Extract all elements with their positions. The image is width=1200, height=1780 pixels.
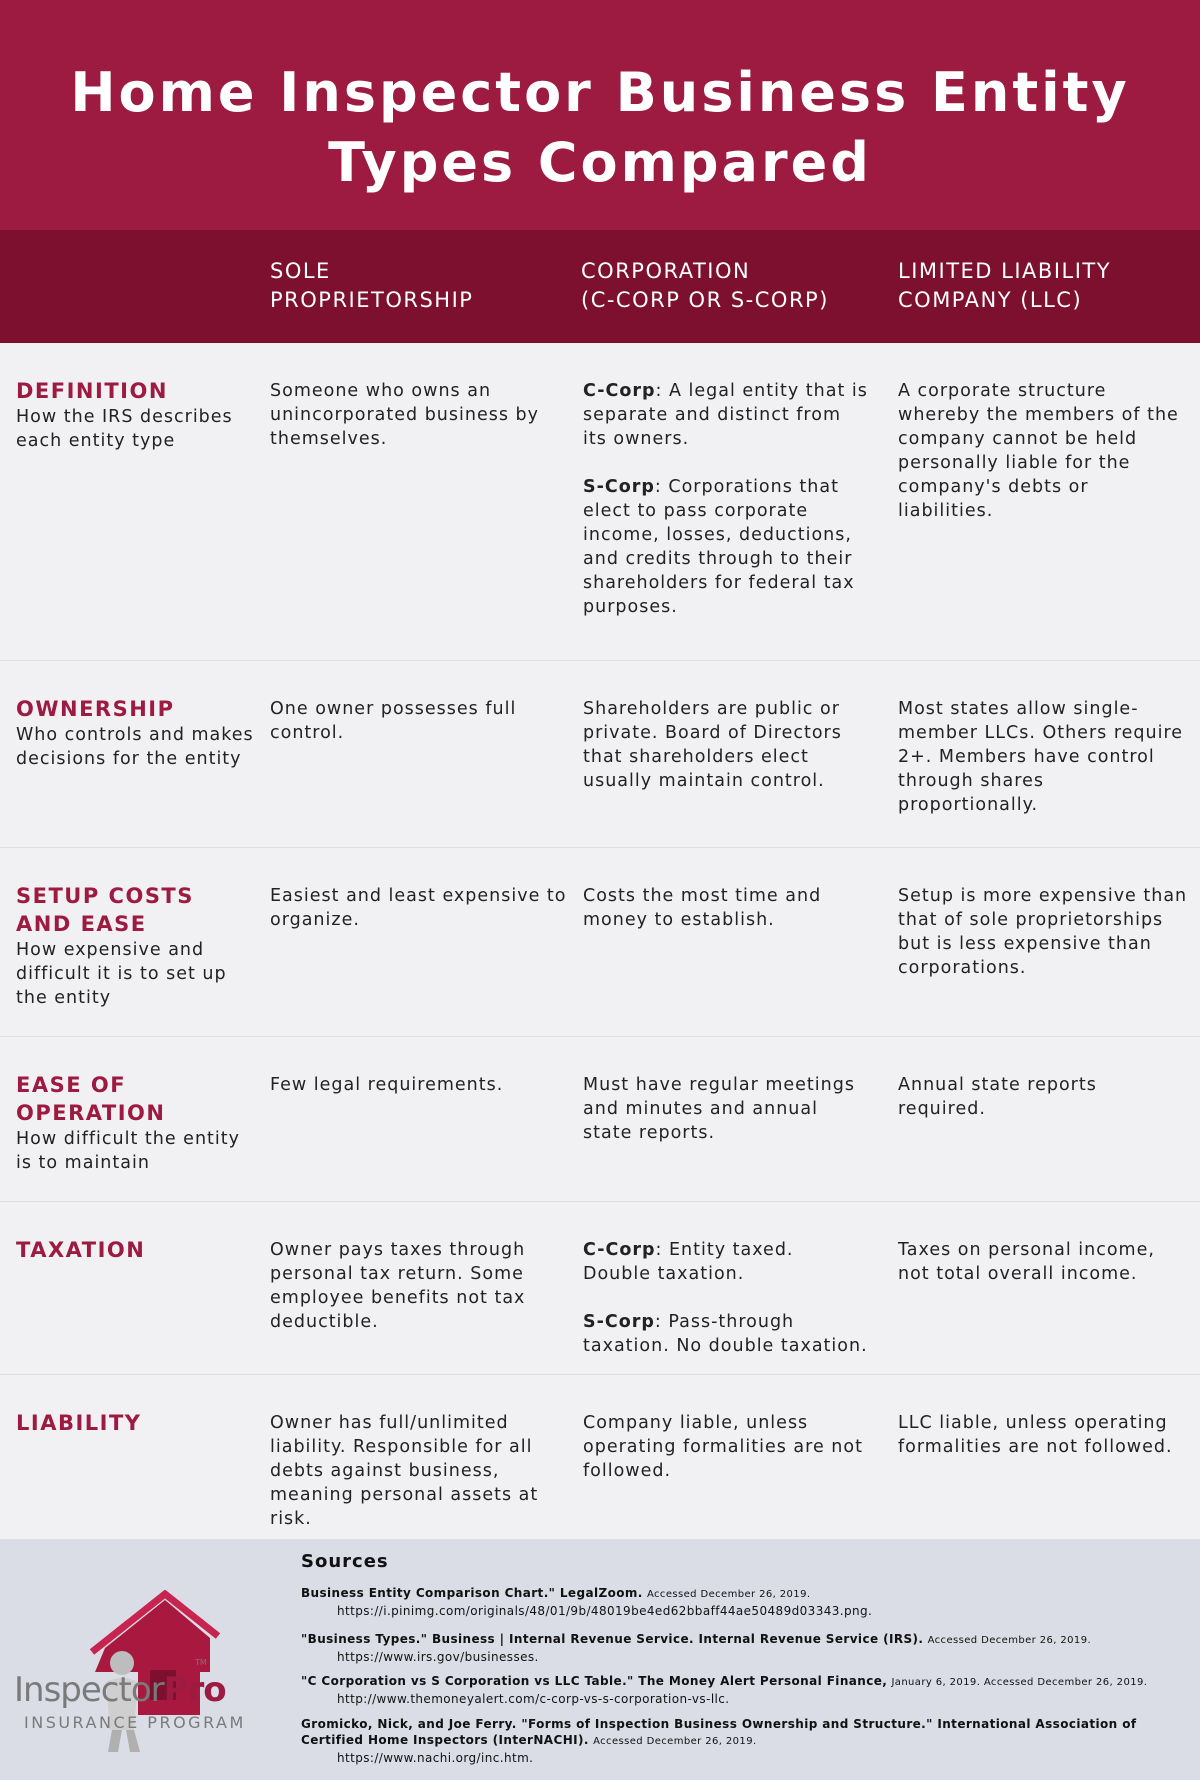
row-title: TAXATION bbox=[16, 1238, 146, 1262]
citation-date: Accessed December 26, 2019. bbox=[927, 1635, 1092, 1646]
cell-llc: Annual state reports required. bbox=[898, 1075, 1097, 1119]
cell-corporation bbox=[583, 1238, 868, 1358]
page-title: Home Inspector Business Entity Types Compared bbox=[70, 61, 1130, 194]
corporation-paragraph bbox=[583, 379, 868, 451]
cell-sole-proprietorship: One owner possesses full control. bbox=[270, 699, 517, 743]
row-category bbox=[16, 1409, 256, 1437]
citation-title: Gromicko, Nick, and Joe Ferry. "Forms of Inspection Business Ownership and Structure." International Association of Certified Home Inspectors (InterNACHI). bbox=[301, 1717, 1137, 1747]
cell-sole-proprietorship: Owner has full/unlimited liability. Responsible for all debts against business, meaning personal assets at risk. bbox=[270, 1413, 539, 1529]
corp-text: : Corporations that elect to pass corporate income, losses, deductions, and credits through to their shareholders for federal tax purposes. bbox=[583, 477, 855, 617]
corp-text: Company liable, unless operating formalities are not followed. bbox=[583, 1413, 863, 1481]
corp-text: : Entity taxed. Double taxation. bbox=[583, 1240, 794, 1284]
corporation-paragraph bbox=[583, 475, 868, 619]
table-row bbox=[0, 1375, 1200, 1540]
row-category bbox=[16, 695, 256, 771]
corp-text: Shareholders are public or private. Board of Directors that shareholders elect usually maintain control. bbox=[583, 699, 842, 791]
row-description: Who controls and makes decisions for the entity bbox=[16, 725, 254, 769]
corp-type-label: C-Corp bbox=[583, 381, 656, 401]
cell-llc: A corporate structure whereby the members of the company cannot be held personally liable for the company's debts or liabilities. bbox=[898, 381, 1179, 521]
row-category bbox=[16, 1071, 256, 1175]
corp-text: : A legal entity that is separate and distinct from its owners. bbox=[583, 381, 868, 449]
row-description: How the IRS describes each entity type bbox=[16, 407, 233, 451]
table-row bbox=[0, 848, 1200, 1037]
row-title: DEFINITION bbox=[16, 379, 168, 403]
corp-text: Must have regular meetings and minutes and annual state reports. bbox=[583, 1075, 855, 1143]
corporation-paragraph bbox=[583, 1073, 868, 1145]
corp-type-label: C-Corp bbox=[583, 1240, 656, 1260]
citation-url: http://www.themoneyalert.com/c-corp-vs-s-corporation-vs-llc. bbox=[337, 1692, 730, 1706]
citation-url: https://www.irs.gov/businesses. bbox=[337, 1650, 539, 1664]
source-citation bbox=[301, 1673, 1181, 1707]
cell-sole-proprietorship: Someone who owns an unincorporated business by themselves. bbox=[270, 381, 539, 449]
row-category bbox=[16, 1236, 256, 1264]
corporation-paragraph bbox=[583, 884, 868, 932]
cell-sole-proprietorship: Owner pays taxes through personal tax return. Some employee benefits not tax deductible. bbox=[270, 1240, 526, 1332]
source-citation bbox=[301, 1585, 1181, 1619]
table-row bbox=[0, 661, 1200, 848]
corporation-paragraph bbox=[583, 1310, 868, 1358]
column-header-sole-proprietorship: SOLE PROPRIETORSHIP bbox=[270, 259, 474, 312]
citation-title: Business Entity Comparison Chart." LegalZoom. bbox=[301, 1586, 643, 1600]
corporation-paragraph bbox=[583, 697, 868, 793]
citation-title: "Business Types." Business | Internal Revenue Service. Internal Revenue Service (IRS). bbox=[301, 1632, 924, 1646]
row-description: How difficult the entity is to maintain bbox=[16, 1129, 240, 1173]
citation-date: Accessed December 26, 2019. bbox=[646, 1589, 811, 1600]
corporation-paragraph bbox=[583, 1238, 868, 1286]
citation-url: https://www.nachi.org/inc.htm. bbox=[337, 1751, 534, 1765]
source-citation bbox=[301, 1716, 1181, 1766]
sources-heading: Sources bbox=[301, 1551, 389, 1572]
source-citation bbox=[301, 1631, 1181, 1665]
cell-corporation bbox=[583, 379, 868, 619]
corp-type-label: S-Corp bbox=[583, 1312, 655, 1332]
row-category bbox=[16, 377, 256, 453]
cell-llc: LLC liable, unless operating formalities are not followed. bbox=[898, 1413, 1173, 1457]
cell-llc: Setup is more expensive than that of sole proprietorships but is less expensive than corporations. bbox=[898, 886, 1188, 978]
citation-date: Accessed December 26, 2019. bbox=[593, 1736, 757, 1747]
corp-text: : Pass-through taxation. No double taxation. bbox=[583, 1312, 868, 1356]
citation-title: "C Corporation vs S Corporation vs LLC Table." The Money Alert Personal Finance, bbox=[301, 1674, 888, 1688]
row-title: SETUP COSTS AND EASE bbox=[16, 884, 194, 936]
row-title: EASE OF OPERATION bbox=[16, 1073, 166, 1125]
logo-wordmark: InspectorPro bbox=[14, 1670, 226, 1710]
table-row bbox=[0, 1202, 1200, 1375]
cell-llc: Most states allow single-member LLCs. Others require 2+. Members have control through shares proportionally. bbox=[898, 699, 1184, 815]
citation-url: https://i.pinimg.com/originals/48/01/9b/48019be4ed62bbaff44ae50489d03343.png. bbox=[337, 1604, 873, 1618]
cell-corporation bbox=[583, 884, 868, 932]
cell-corporation bbox=[583, 1411, 868, 1483]
cell-corporation bbox=[583, 1073, 868, 1145]
column-header-llc: LIMITED LIABILITY COMPANY (LLC) bbox=[898, 259, 1112, 312]
cell-sole-proprietorship: Few legal requirements. bbox=[270, 1075, 504, 1095]
row-title: OWNERSHIP bbox=[16, 697, 175, 721]
cell-corporation bbox=[583, 697, 868, 793]
cell-llc: Taxes on personal income, not total overall income. bbox=[898, 1240, 1155, 1284]
table-row bbox=[0, 343, 1200, 661]
column-header-corporation: CORPORATION (C-CORP OR S-CORP) bbox=[581, 259, 829, 312]
corporation-paragraph bbox=[583, 1411, 868, 1483]
table-row bbox=[0, 1037, 1200, 1202]
row-category bbox=[16, 882, 256, 1010]
corp-text: Costs the most time and money to establish. bbox=[583, 886, 822, 930]
logo-subtitle: INSURANCE PROGRAM bbox=[24, 1713, 246, 1732]
corp-type-label: S-Corp bbox=[583, 477, 655, 497]
trademark-mark: TM bbox=[195, 1658, 207, 1667]
row-description: How expensive and difficult it is to set up the entity bbox=[16, 940, 227, 1008]
cell-sole-proprietorship: Easiest and least expensive to organize. bbox=[270, 886, 567, 930]
citation-date: January 6, 2019. Accessed December 26, 2019. bbox=[891, 1677, 1148, 1688]
row-title: LIABILITY bbox=[16, 1411, 142, 1435]
